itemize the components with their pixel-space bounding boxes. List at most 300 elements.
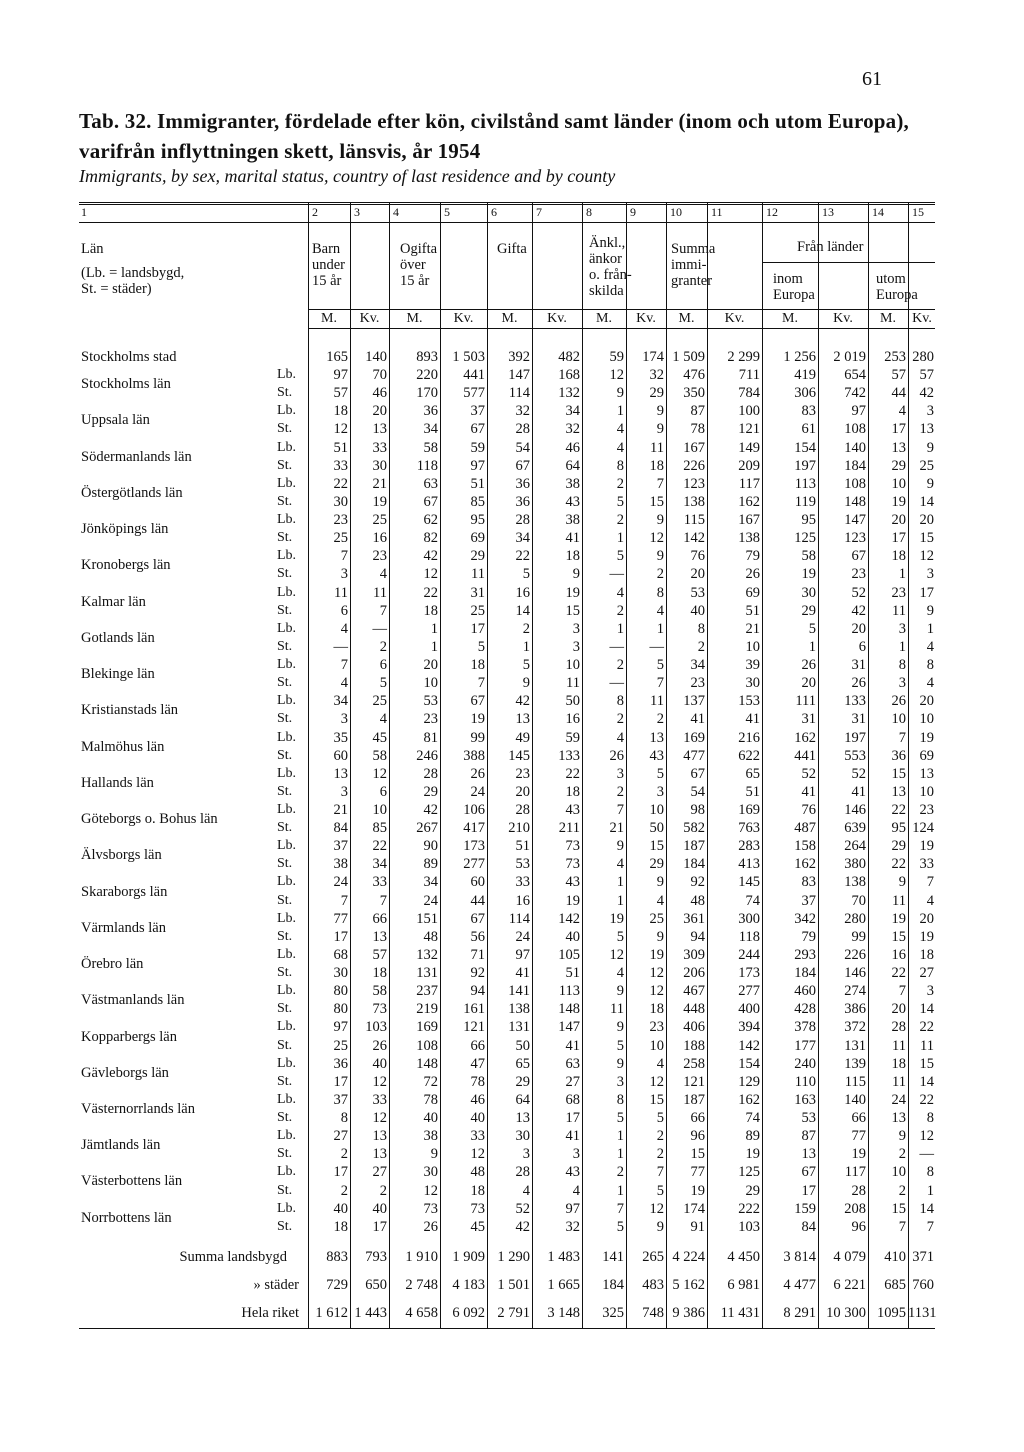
table-cell: 69 (470, 530, 485, 547)
table-cell: 6 (379, 657, 387, 674)
table-cell: 35 (333, 729, 348, 746)
table-cell: 67 (470, 910, 485, 927)
table-cell: 30 (423, 1164, 438, 1181)
sex-label: M. (596, 311, 612, 326)
table-cell: 41 (851, 783, 866, 800)
table-cell: 36 (515, 475, 530, 492)
table-cell: 118 (738, 928, 760, 945)
table-cell: 27 (372, 1164, 387, 1181)
column-number: 11 (711, 205, 723, 219)
column-number: 15 (912, 205, 924, 219)
summary-cell: 410 (884, 1248, 906, 1265)
county-name: Kronobergs län (81, 557, 171, 574)
table-cell: 73 (423, 1200, 438, 1217)
table-cell: 77 (333, 910, 348, 927)
rule-col-body-11 (818, 607, 819, 1328)
table-cell: 9 (616, 838, 624, 855)
table-cell: 13 (515, 1110, 530, 1127)
table-cell: 163 (794, 1091, 816, 1108)
table-cell: 3 (898, 620, 906, 637)
table-cell: 97 (565, 1200, 580, 1217)
table-cell: 1 (616, 1182, 624, 1199)
table-cell: 28 (515, 802, 530, 818)
summary-cell: 11 431 (720, 1304, 760, 1321)
table-cell: 73 (470, 1200, 485, 1217)
area-type-label: Lb. (277, 439, 297, 455)
table-cell: 12 (423, 566, 438, 583)
table-cell: 154 (794, 439, 816, 456)
area-type-label: St. (277, 385, 293, 401)
area-type-label: St. (277, 783, 293, 799)
table-cell: 28 (515, 421, 530, 438)
area-type-label: St. (277, 856, 293, 872)
table-cell: 5 (616, 1110, 624, 1127)
summary-cell: 3 814 (783, 1248, 816, 1265)
table-cell: 153 (738, 693, 760, 710)
table-cell: 94 (690, 928, 705, 945)
sex-label: M. (321, 311, 337, 326)
table-cell: 1 (616, 620, 624, 637)
table-cell: 20 (690, 566, 705, 583)
table-cell: 3 (926, 566, 934, 583)
table-cell: 20 (919, 512, 934, 529)
table-cell: 113 (794, 475, 816, 492)
table-cell: 151 (416, 910, 438, 927)
county-name: Kopparbergs län (81, 1028, 177, 1045)
table-cell: 5 (808, 620, 816, 637)
table-cell: 441 (794, 747, 816, 764)
table-cell: 34 (333, 693, 348, 710)
table-cell: 4 (379, 711, 387, 728)
table-cell: 8 (926, 1110, 934, 1127)
table-cell: 11 (892, 1037, 906, 1054)
table-cell: 1 503 (452, 349, 485, 365)
rule-col-body-3 (440, 607, 441, 1328)
table-cell: 8 (926, 1164, 934, 1181)
table-cell: 23 (515, 765, 530, 782)
header-ankl-1: Änkl., (589, 235, 626, 251)
table-cell: 28 (891, 1019, 906, 1036)
area-type-label: St. (277, 747, 293, 763)
table-cell: 280 (844, 910, 866, 927)
table-cell: 4 (340, 620, 348, 637)
table-cell: 73 (565, 838, 580, 855)
area-type-label: St. (277, 530, 293, 546)
table-cell: 96 (851, 1218, 866, 1235)
table-cell: 103 (738, 1218, 760, 1235)
table-cell: 12 (649, 1200, 664, 1217)
rule-col-body-8 (666, 607, 667, 1328)
table-cell: 5 (616, 1218, 624, 1235)
table-cell: 6 (858, 638, 866, 655)
table-cell: 246 (416, 747, 438, 764)
table-cell: 7 (379, 602, 387, 619)
rule-col-body-6 (582, 607, 583, 1328)
county-name: Jönköpings län (81, 521, 169, 538)
table-cell: 460 (794, 983, 816, 1000)
table-cell: 124 (912, 820, 934, 837)
table-cell: 15 (690, 1146, 705, 1163)
table-cell: 94 (470, 983, 485, 1000)
table-cell: 2 (616, 602, 624, 619)
area-type-label: St. (277, 711, 293, 727)
table-cell: 20 (801, 675, 816, 692)
table-cell: 26 (609, 747, 624, 764)
table-cell: 137 (683, 693, 705, 710)
header-lan-note-2: St. = städer) (81, 281, 152, 297)
table-cell: 4 (340, 675, 348, 692)
county-name: Jämtlands län (81, 1137, 161, 1154)
table-cell: 38 (565, 475, 580, 492)
table-cell: — (609, 638, 624, 655)
table-cell: 15 (649, 1091, 664, 1108)
table-cell: 115 (683, 512, 705, 529)
table-cell: 142 (558, 910, 580, 927)
county-name: Gotlands län (81, 629, 155, 646)
table-cell: 20 (891, 512, 906, 529)
summary-cell: 1 501 (497, 1276, 530, 1293)
table-cell: 50 (515, 1037, 530, 1054)
table-cell: 893 (416, 349, 438, 365)
table-cell: 30 (515, 1128, 530, 1145)
table-cell: 20 (515, 783, 530, 800)
summary-cell: 760 (912, 1276, 934, 1293)
table-cell: 277 (463, 856, 485, 873)
table-cell: 25 (372, 512, 387, 529)
area-type-label: Lb. (277, 475, 297, 491)
sex-label: M. (880, 311, 896, 326)
table-cell: 13 (515, 711, 530, 728)
table-cell: 45 (372, 729, 387, 746)
table-cell: 7 (340, 892, 348, 909)
sex-label: Kv. (833, 311, 853, 326)
table-cell: 20 (891, 1001, 906, 1018)
summary-cell: 1 612 (315, 1304, 348, 1321)
column-number: 4 (393, 205, 399, 219)
area-type-label: St. (277, 457, 293, 473)
table-cell: 19 (919, 729, 934, 746)
summary-cell: 2 791 (497, 1304, 530, 1321)
table-cell: 96 (690, 1128, 705, 1145)
table-cell: 4 (656, 602, 664, 619)
table-cell: 53 (801, 1110, 816, 1127)
table-cell: 18 (333, 403, 348, 420)
table-cell: 84 (333, 820, 348, 837)
table-cell: 361 (683, 910, 705, 927)
table-cell: 482 (558, 349, 580, 365)
table-cell: 111 (795, 693, 816, 710)
area-type-label: Lb. (277, 1019, 297, 1035)
table-cell: 148 (416, 1055, 438, 1072)
table-cell: 78 (470, 1073, 485, 1090)
table-cell: 26 (423, 1218, 438, 1235)
table-cell: 79 (801, 928, 816, 945)
table-cell: 25 (333, 1037, 348, 1054)
table-cell: 23 (423, 711, 438, 728)
table-cell: 174 (683, 1200, 705, 1217)
table-cell: 240 (794, 1055, 816, 1072)
table-cell: 711 (738, 367, 760, 384)
area-type-label: St. (277, 1146, 293, 1162)
area-type-label: Lb. (277, 946, 297, 962)
table-cell: 97 (515, 946, 530, 963)
table-cell: 148 (844, 493, 866, 510)
table-cell: 13 (919, 765, 934, 782)
table-cell: 98 (690, 802, 705, 818)
table-cell: 13 (372, 928, 387, 945)
table-cell: 89 (745, 1128, 760, 1145)
header-fran-lander: Från länder (797, 239, 864, 255)
table-cell: 12 (423, 1182, 438, 1199)
table-cell: 47 (470, 1055, 485, 1072)
table-cell: 2 (522, 620, 530, 637)
table-cell: 59 (565, 729, 580, 746)
table-cell: 226 (844, 946, 866, 963)
table-cell: 18 (470, 657, 485, 674)
table-cell: 184 (683, 856, 705, 873)
table-cell: 43 (649, 747, 664, 764)
table-cell: 9 (656, 1218, 664, 1235)
table-cell: 6 (340, 602, 348, 619)
table-cell: 197 (794, 457, 816, 474)
table-cell: 77 (851, 1128, 866, 1145)
area-type-label: Lb. (277, 367, 297, 383)
table-cell: 36 (423, 403, 438, 420)
table-cell: 2 019 (833, 349, 866, 365)
table-cell: 9 (656, 512, 664, 529)
summary-cell: 4 477 (783, 1276, 816, 1293)
table-cell: 33 (372, 1091, 387, 1108)
table-cell: 8 (898, 657, 906, 674)
table-cell: 4 (572, 1182, 580, 1199)
table-cell: 54 (690, 783, 705, 800)
table-cell: 9 (656, 928, 664, 945)
table-cell: 216 (738, 729, 760, 746)
table-cell: 51 (745, 602, 760, 619)
table-cell: 85 (470, 493, 485, 510)
table-cell: 9 (656, 548, 664, 565)
table-cell: 4 (616, 856, 624, 873)
table-cell: 67 (801, 1164, 816, 1181)
table-cell: 84 (801, 1218, 816, 1235)
table-cell: 41 (565, 530, 580, 547)
table-cell: 71 (470, 946, 485, 963)
table-cell: 7 (340, 548, 348, 565)
table-cell: 3 (340, 566, 348, 583)
county-name: Kristianstads län (81, 702, 179, 719)
table-cell: 133 (558, 747, 580, 764)
table-cell: 42 (515, 693, 530, 710)
table-cell: 20 (423, 657, 438, 674)
table-cell: 23 (372, 548, 387, 565)
table-cell: 237 (416, 983, 438, 1000)
summary-cell: 650 (365, 1276, 387, 1293)
table-cell: 16 (891, 946, 906, 963)
table-cell: 142 (738, 1037, 760, 1054)
rule-col-body-12 (868, 607, 869, 1328)
page-number: 61 (862, 68, 882, 90)
table-cell: 622 (738, 747, 760, 764)
table-cell: 342 (794, 910, 816, 927)
column-number: 7 (536, 205, 542, 219)
table-cell: 10 (745, 638, 760, 655)
table-cell: 5 (656, 1182, 664, 1199)
table-cell: 10 (565, 657, 580, 674)
table-cell: 5 (616, 928, 624, 945)
table-cell: 51 (565, 965, 580, 982)
table-cell: 34 (565, 403, 580, 420)
table-cell: 13 (919, 421, 934, 438)
sex-label: Kv. (547, 311, 567, 326)
table-cell: 18 (649, 457, 664, 474)
table-cell: 52 (851, 584, 866, 601)
table-cell: 9 (898, 874, 906, 891)
summary-cell: 4 658 (405, 1304, 438, 1321)
table-cell: 53 (515, 856, 530, 873)
table-cell: 3 (656, 783, 664, 800)
table-cell: 73 (372, 1001, 387, 1018)
area-type-label: Lb. (277, 983, 297, 999)
table-cell: 42 (423, 548, 438, 565)
table-cell: 487 (794, 820, 816, 837)
sex-label: Kv. (912, 311, 932, 326)
table-cell: 28 (515, 1164, 530, 1181)
area-type-label: Lb. (277, 657, 297, 673)
table-cell: 19 (470, 711, 485, 728)
table-cell: 1 (616, 1146, 624, 1163)
table-cell: 66 (690, 1110, 705, 1127)
county-name: Hallands län (81, 774, 154, 791)
area-type-label: Lb. (277, 1055, 297, 1071)
table-cell: 417 (463, 820, 485, 837)
county-name: Östergötlands län (81, 484, 183, 501)
table-cell: 69 (919, 747, 934, 764)
summary-cell: 4 183 (452, 1276, 485, 1293)
summary-cell: 2 748 (405, 1276, 438, 1293)
table-cell: 57 (372, 946, 387, 963)
table-cell: 36 (891, 747, 906, 764)
table-cell: 23 (649, 1019, 664, 1036)
table-cell: 419 (794, 367, 816, 384)
table-cell: 100 (738, 403, 760, 420)
table-cell: 406 (683, 1019, 705, 1036)
table-cell: 99 (470, 729, 485, 746)
table-cell: 42 (423, 802, 438, 818)
table-cell: 34 (372, 856, 387, 873)
table-cell: 73 (565, 856, 580, 873)
table-cell: 43 (565, 493, 580, 510)
table-cell: 40 (333, 1200, 348, 1217)
table-cell: 12 (649, 983, 664, 1000)
table-cell: 33 (372, 439, 387, 456)
summary-cell: 141 (602, 1248, 624, 1265)
table-cell: 33 (515, 874, 530, 891)
table-cell: 41 (745, 711, 760, 728)
table-cell: 37 (801, 892, 816, 909)
table-cell: 68 (333, 946, 348, 963)
table-cell: 29 (649, 385, 664, 402)
table-cell: 1 509 (672, 349, 705, 365)
table-cell: 20 (919, 693, 934, 710)
table-cell: 14 (919, 1200, 934, 1217)
table-cell: 10 (891, 1164, 906, 1181)
rule-col-body-7 (626, 607, 627, 1328)
area-type-label: Lb. (277, 548, 297, 564)
table-cell: 5 (616, 493, 624, 510)
table-cell: 66 (470, 1037, 485, 1054)
table-cell: 31 (851, 657, 866, 674)
table-cell: 9 (926, 475, 934, 492)
table-cell: 2 (898, 1146, 906, 1163)
table-cell: 141 (508, 983, 530, 1000)
table-cell: 17 (333, 1164, 348, 1181)
table-cell: 26 (891, 693, 906, 710)
table-cell: 113 (558, 983, 580, 1000)
table-cell: 162 (794, 856, 816, 873)
table-cell: 169 (738, 802, 760, 818)
table-cell: 108 (844, 421, 866, 438)
table-cell: 161 (463, 1001, 485, 1018)
table-cell: 63 (423, 475, 438, 492)
table-cell: 38 (565, 512, 580, 529)
table-cell: 76 (690, 548, 705, 565)
table-cell: 41 (690, 711, 705, 728)
table-cell: 63 (565, 1055, 580, 1072)
rule-subheader (308, 328, 935, 329)
table-cell: 582 (683, 820, 705, 837)
table-cell: 42 (919, 385, 934, 402)
table-cell: 18 (372, 965, 387, 982)
summary-cell: 4 224 (672, 1248, 705, 1265)
county-name: Västernorrlands län (81, 1100, 195, 1117)
table-cell: 60 (333, 747, 348, 764)
table-cell: 32 (565, 1218, 580, 1235)
table-cell: 33 (919, 856, 934, 873)
county-name: Stockholms län (81, 376, 171, 393)
table-cell: 18 (891, 1055, 906, 1072)
table-cell: 32 (565, 421, 580, 438)
table-cell: 142 (683, 530, 705, 547)
table-cell: 132 (558, 385, 580, 402)
table-cell: 13 (649, 729, 664, 746)
table-cell: 138 (508, 1001, 530, 1018)
table-cell: 174 (642, 349, 664, 365)
table-cell: 394 (738, 1019, 760, 1036)
table-cell: 9 (616, 983, 624, 1000)
table-cell: 15 (891, 1200, 906, 1217)
table-cell: 139 (844, 1055, 866, 1072)
table-cell: 3 (572, 638, 580, 655)
table-cell: 78 (423, 1091, 438, 1108)
table-cell: 121 (463, 1019, 485, 1036)
table-cell: 36 (515, 493, 530, 510)
table-cell: 7 (898, 729, 906, 746)
table-cell: 147 (558, 1019, 580, 1036)
county-name: Uppsala län (81, 412, 150, 429)
table-cell: 132 (416, 946, 438, 963)
table-cell: 293 (794, 946, 816, 963)
rule-col-body-5 (532, 607, 533, 1328)
table-cell: 11 (920, 1037, 934, 1054)
rule-header (308, 309, 935, 310)
table-cell: 5 (477, 638, 485, 655)
summary-cell: 483 (642, 1276, 664, 1293)
table-cell: 13 (891, 783, 906, 800)
column-number: 3 (354, 205, 360, 219)
county-name: Blekinge län (81, 666, 155, 683)
table-subtitle: Immigrants, by sex, marital status, country of last residence and by county (79, 166, 616, 186)
table-cell: 14 (515, 602, 530, 619)
